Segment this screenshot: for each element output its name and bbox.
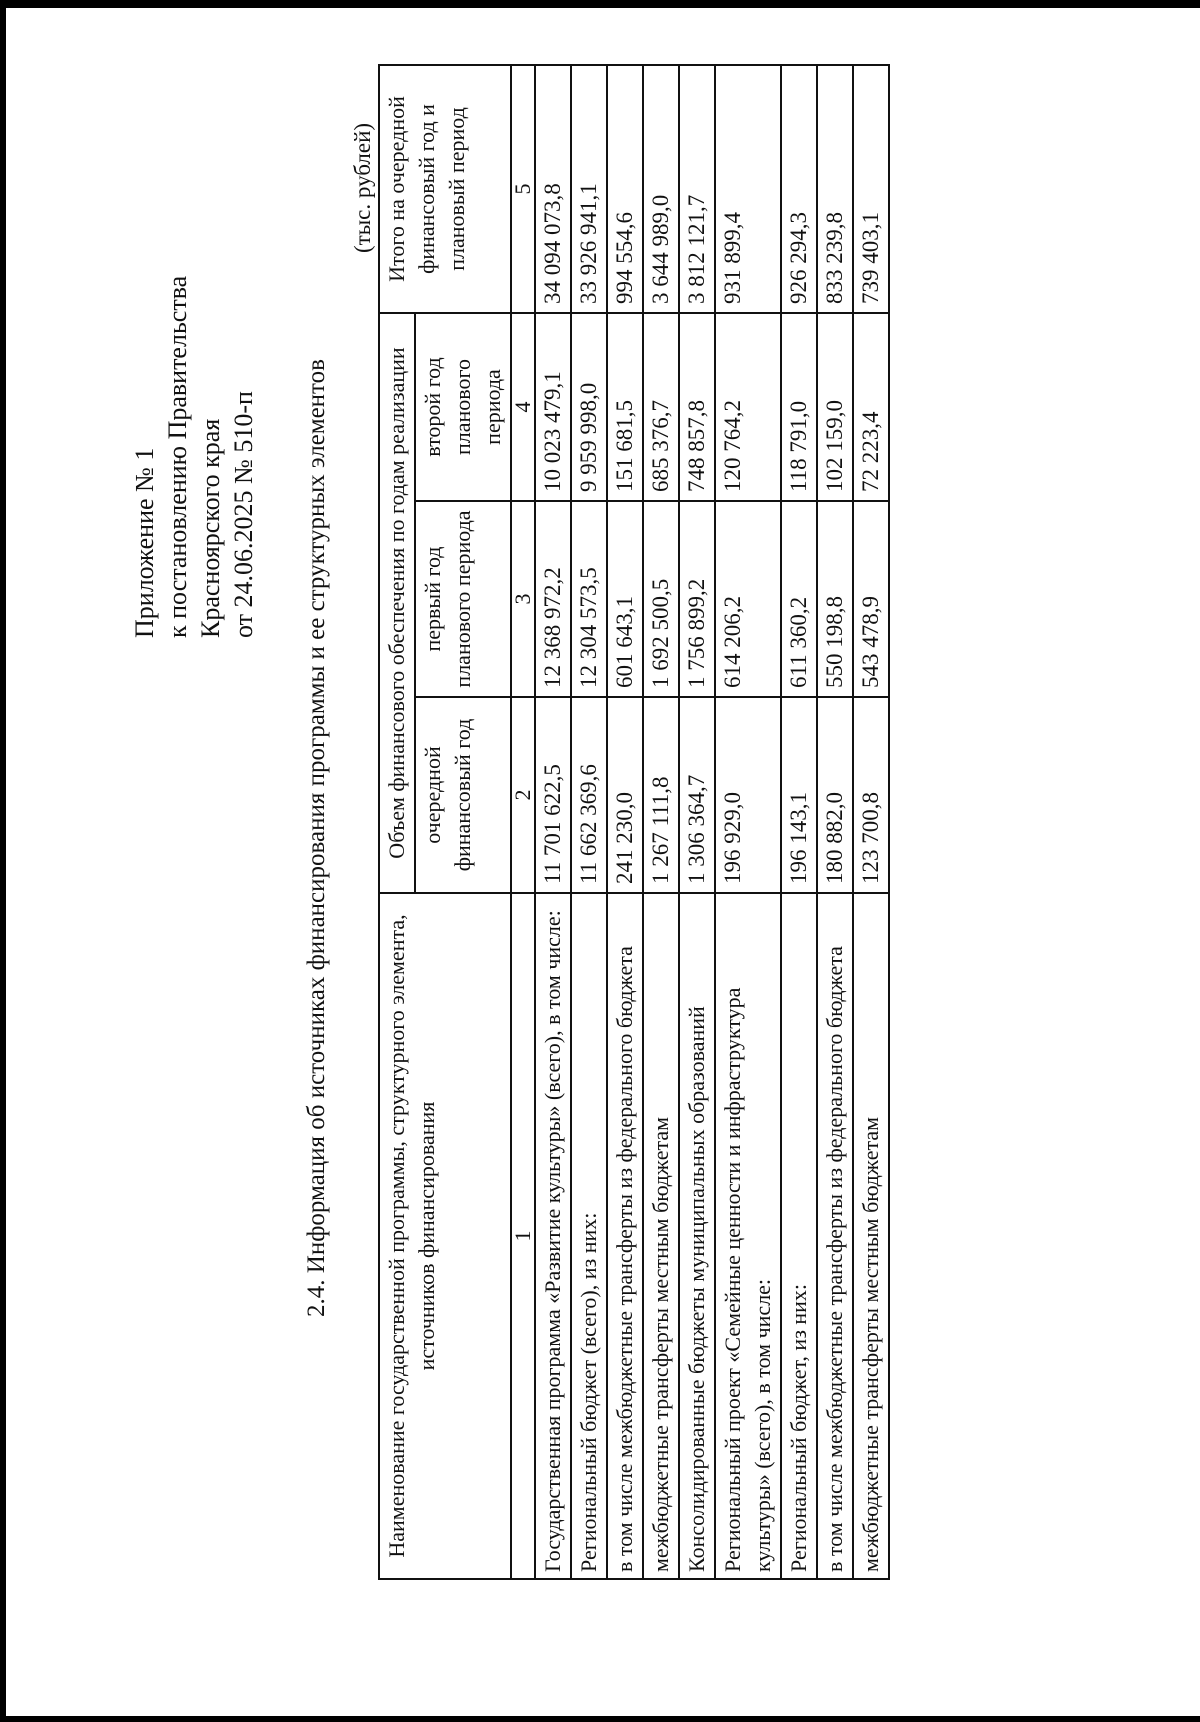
scan-border-top [0,0,1200,8]
value-second-planning-year: 748 857,8 [679,313,715,501]
value-second-planning-year: 118 791,0 [781,313,817,501]
value-current-year: 1 306 364,7 [679,697,715,893]
header-row [379,65,415,1579]
column-number: 3 [511,501,535,697]
value-second-planning-year: 10 023 479,1 [535,313,571,501]
row-name-cell: в том числе межбюджетные трансферты из федерального бюджета [607,893,643,1579]
column-number-row [511,65,535,1579]
table-row [607,65,643,1579]
approval-line: Красноярского края [196,418,225,638]
row-name-cell: Государственная программа «Развитие культуры» (всего), в том числе: [535,893,571,1579]
value-total: 34 094 073,8 [535,65,571,313]
value-total: 3 812 121,7 [679,65,715,313]
value-current-year: 11 662 369,6 [571,697,607,893]
header-current-year: очередной финансовый год [415,697,511,893]
value-second-planning-year: 72 223,4 [853,313,889,501]
scan-border-left [0,0,6,1722]
row-name-cell: Региональный бюджет (всего), из них: [571,893,607,1579]
row-name-cell: Региональный бюджет, из них: [781,893,817,1579]
value-second-planning-year: 9 959 998,0 [571,313,607,501]
approval-line: Приложение № 1 [130,447,159,638]
value-second-planning-year: 151 681,5 [607,313,643,501]
table-row [643,65,679,1579]
value-current-year: 11 701 622,5 [535,697,571,893]
row-name-cell: межбюджетные трансферты местным бюджетам [643,893,679,1579]
value-second-planning-year: 120 764,2 [715,313,781,501]
header-name: Наименование государственной программы, структурного элемента, источников финансирования [379,893,511,1579]
table-row [571,65,607,1579]
approval-block [128,118,260,638]
value-current-year: 1 267 111,8 [643,697,679,893]
value-first-planning-year: 543 478,9 [853,501,889,697]
approval-line: к постановлению Правительства [163,275,192,638]
header-second-planning-year: второй год планового периода [415,313,511,501]
value-second-planning-year: 685 376,7 [643,313,679,501]
scan-border-bottom [0,1716,1200,1722]
table-row [817,65,853,1579]
table-row [853,65,889,1579]
value-current-year: 196 929,0 [715,697,781,893]
row-name-cell: Консолидированные бюджеты муниципальных образований [679,893,715,1579]
value-total: 926 294,3 [781,65,817,313]
section-title: 2.4. Информация об источниках финансирования программы и ее структурных элементов [303,359,330,1317]
value-current-year: 196 143,1 [781,697,817,893]
value-total: 833 239,8 [817,65,853,313]
row-name-cell: Региональный проект «Семейные ценности и инфраструктура культуры» (всего), в том числе: [715,893,781,1579]
value-current-year: 123 700,8 [853,697,889,893]
value-second-planning-year: 102 159,0 [817,313,853,501]
value-total: 994 554,6 [607,65,643,313]
value-first-planning-year: 614 206,2 [715,501,781,697]
value-total: 33 926 941,1 [571,65,607,313]
value-current-year: 180 882,0 [817,697,853,893]
value-total: 3 644 989,0 [643,65,679,313]
row-name-cell: межбюджетные трансферты местным бюджетам [853,893,889,1579]
value-first-planning-year: 611 360,2 [781,501,817,697]
value-first-planning-year: 1 756 899,2 [679,501,715,697]
header-total: Итого на очередной финансовый год и плановый период [379,65,511,313]
value-total: 739 403,1 [853,65,889,313]
value-first-planning-year: 1 692 500,5 [643,501,679,697]
table-row [679,65,715,1579]
value-first-planning-year: 601 643,1 [607,501,643,697]
value-total: 931 899,4 [715,65,781,313]
financing-table [378,64,890,1580]
header-first-planning-year: первый год планового периода [415,501,511,697]
column-number: 1 [511,893,535,1579]
column-number: 2 [511,697,535,893]
table-row [535,65,571,1579]
approval-line: от 24.06.2025 № 510-п [229,391,258,638]
value-first-planning-year: 12 304 573,5 [571,501,607,697]
units-label: (тыс. рублей) [350,122,375,253]
row-name-cell: в том числе межбюджетные трансферты из федерального бюджета [817,893,853,1579]
value-current-year: 241 230,0 [607,697,643,893]
value-first-planning-year: 550 198,8 [817,501,853,697]
rotated-page [110,38,1140,1638]
column-number: 4 [511,313,535,501]
table-row [715,65,781,1579]
header-volume-group: Объем финансового обеспечения по годам реализации [379,313,415,893]
table-row [781,65,817,1579]
column-number: 5 [511,65,535,313]
value-first-planning-year: 12 368 972,2 [535,501,571,697]
